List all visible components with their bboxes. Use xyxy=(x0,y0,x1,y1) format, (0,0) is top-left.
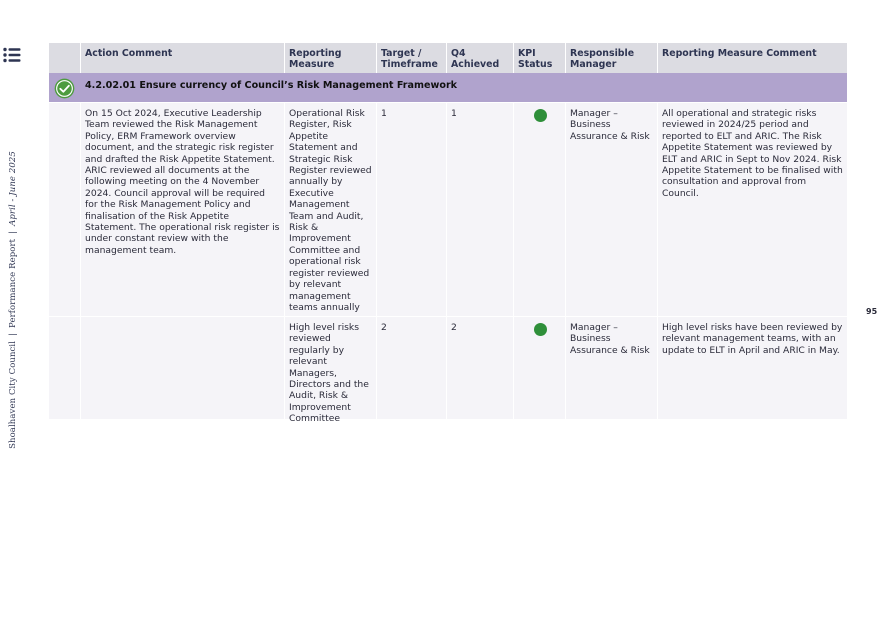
check-circle-icon xyxy=(54,78,75,99)
header-q4-achieved: Q4 Achieved xyxy=(447,43,514,73)
header-reporting-measure-comment: Reporting Measure Comment xyxy=(662,48,817,59)
header-reporting-measure: Reporting Measure xyxy=(285,43,377,73)
reporting-measure: High level risks reviewed regularly by relevant Managers, Directors and the Audit, Risk & Improvement Committee xyxy=(285,317,377,419)
target-timeframe: 1 xyxy=(377,103,447,316)
list-menu-icon[interactable] xyxy=(3,47,21,63)
sidebar xyxy=(0,0,26,628)
actions-table xyxy=(49,43,847,425)
page-number: 95 xyxy=(866,307,878,316)
table-row xyxy=(49,103,847,316)
status-dot-icon xyxy=(534,109,547,122)
table-header xyxy=(49,43,847,73)
reporting-measure: Operational Risk Register, Risk Appetite Statement and Strategic Risk Register reviewed annually by Executive Management Team and Audit, Risk & Improvement Committee and operational risk register reviewed by relevant management teams annually xyxy=(285,103,377,316)
target-timeframe: 2 xyxy=(377,317,447,419)
section-title: 4.2.02.01 Ensure currency of Council’s Risk Management Framework xyxy=(85,80,458,91)
kpi-status-cell xyxy=(514,317,566,419)
table-row xyxy=(49,317,847,425)
status-dot-icon xyxy=(534,323,547,336)
action-comment: On 15 Oct 2024, Executive Leadership Team reviewed the Risk Management Policy, ERM Framework overview document, and the strategic risk register and drafted the Risk Appetite Statement. ARIC reviewed all documents at the following meeting on the 4 November 2024. Council approval will be required for the Risk Management Policy and finalisation of the Risk Appetite Statement. The operational risk register is under constant review with the management team. xyxy=(81,103,285,316)
report-title: Shoalhaven City Council|Performance Report|April - June 2025 xyxy=(8,151,18,449)
header-status-column xyxy=(49,43,81,73)
reporting-measure-comment: All operational and strategic risks reviewed in 2024/25 period and reported to ELT and ARIC. The Risk Appetite Statement was reviewed by ELT and ARIC in Sept to Nov 2024. Risk Appetite Statement to be finalised with consultation and approval from Council. xyxy=(658,103,847,316)
header-kpi-status: KPI Status xyxy=(514,43,566,73)
q4-achieved: 1 xyxy=(447,103,514,316)
kpi-status-cell xyxy=(514,103,566,316)
row-status-cell xyxy=(49,103,81,316)
reporting-measure-comment: High level risks have been reviewed by relevant management teams, with an update to ELT in April and ARIC in May. xyxy=(658,317,847,419)
q4-achieved: 2 xyxy=(447,317,514,419)
report-title-period: April - June 2025 xyxy=(8,151,18,226)
section-row xyxy=(49,73,847,102)
action-comment xyxy=(81,317,285,419)
header-target-timeframe: Target / Timeframe xyxy=(377,43,447,73)
header-action-comment: Action Comment xyxy=(81,43,285,73)
row-status-cell xyxy=(49,317,81,419)
responsible-manager: Manager – Business Assurance & Risk xyxy=(566,317,658,419)
report-title-name: Performance Report xyxy=(8,238,18,328)
report-title-org: Shoalhaven City Council xyxy=(8,340,18,449)
header-responsible-manager: Responsible Manager xyxy=(566,43,658,73)
responsible-manager: Manager – Business Assurance & Risk xyxy=(566,103,658,316)
